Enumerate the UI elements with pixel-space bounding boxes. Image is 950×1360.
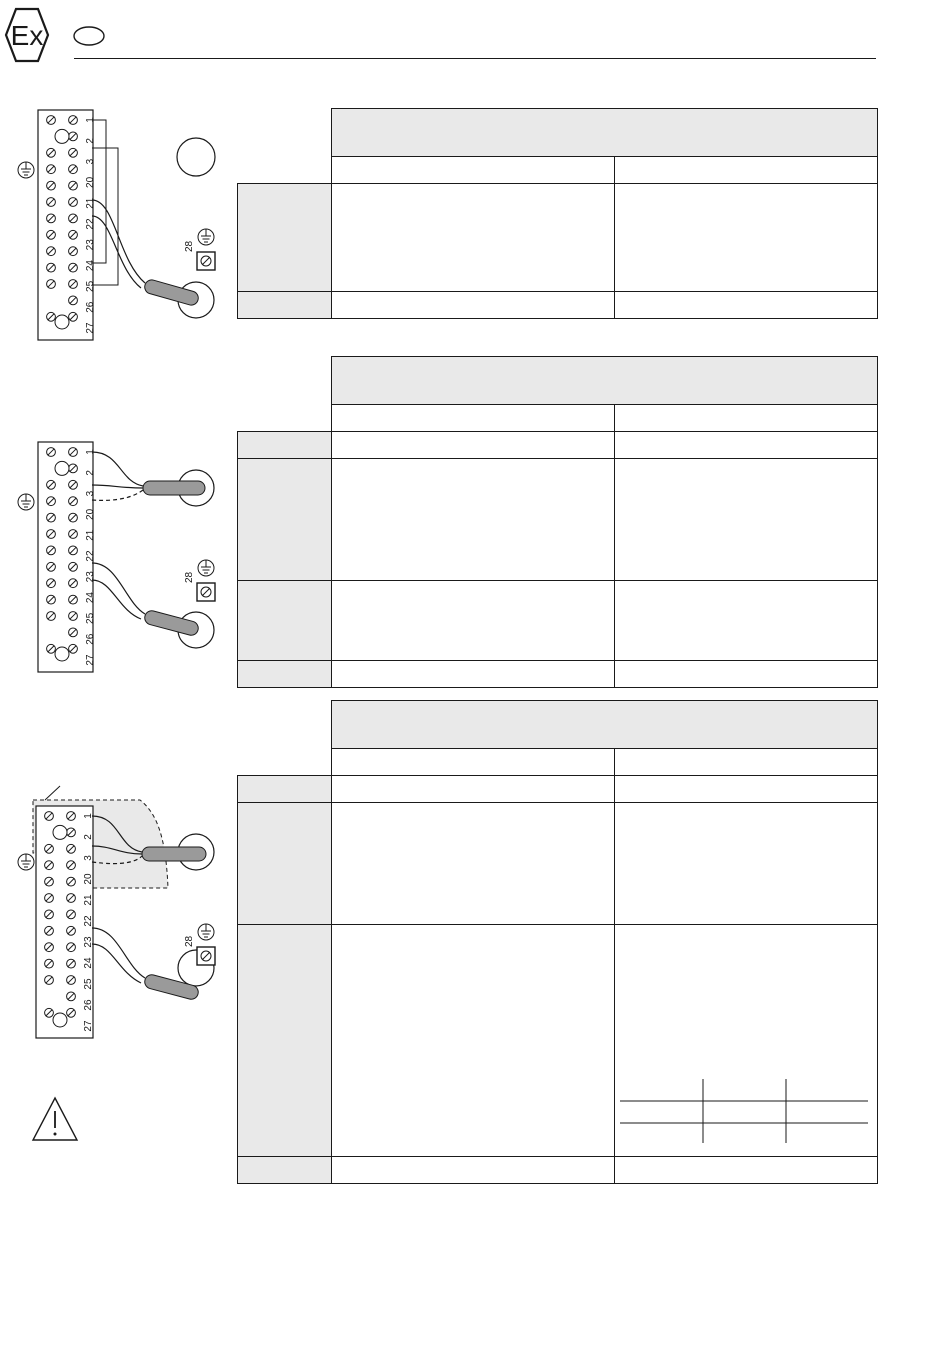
- wiring-diagram-2: [0, 430, 236, 690]
- terminal-number: 25: [85, 280, 96, 292]
- table-cell: [332, 432, 615, 459]
- ground-symbol-icon: [18, 162, 34, 178]
- table-cell: [332, 581, 615, 661]
- screw-icon: [67, 812, 76, 821]
- blank-circle: [177, 138, 215, 176]
- column-header-cell: [332, 157, 615, 184]
- terminal-number: 2: [85, 470, 96, 476]
- screw-icon: [69, 480, 78, 489]
- table-cell: [332, 184, 615, 292]
- table-header: [332, 701, 878, 749]
- terminal-number: 20: [85, 176, 96, 188]
- row-label-cell: [238, 776, 332, 803]
- row-label-cell: [238, 432, 332, 459]
- spec-table-1: [237, 108, 878, 319]
- wires: [92, 120, 145, 288]
- screw-icon: [67, 992, 76, 1001]
- terminal-strip: [38, 442, 96, 672]
- screw-icon: [67, 959, 76, 968]
- table-cell: [615, 581, 878, 661]
- screw-icon: [47, 579, 56, 588]
- screw-icon: [67, 926, 76, 935]
- terminal-number: 21: [83, 894, 94, 906]
- header-graphics: [0, 0, 120, 64]
- terminal-number: 2: [83, 834, 94, 840]
- screw-icon: [47, 530, 56, 539]
- terminal-number: 3: [85, 158, 96, 165]
- terminal-strip: [38, 110, 96, 340]
- column-header-cell: [332, 749, 615, 776]
- terminal-number: 26: [85, 633, 96, 645]
- screw-icon: [69, 546, 78, 555]
- column-header-cell: [332, 405, 615, 432]
- table-cell: [615, 292, 878, 319]
- screw-icon: [69, 644, 78, 653]
- screw-icon: [67, 877, 76, 886]
- screw-icon: [69, 595, 78, 604]
- terminal-number: 22: [83, 915, 94, 927]
- terminal-number: 22: [85, 218, 96, 230]
- screw-icon: [69, 148, 78, 157]
- screw-icon: [67, 844, 76, 853]
- terminal-number: 22: [85, 550, 96, 562]
- screw-icon: [69, 579, 78, 588]
- screw-icon: [45, 943, 54, 952]
- screw-icon: [67, 828, 76, 837]
- table-cell: [615, 925, 878, 1157]
- screw-icon: [47, 263, 56, 272]
- screw-icon: [47, 312, 56, 321]
- ground-terminal-number: 28: [184, 571, 195, 583]
- terminal-number: 1: [85, 449, 96, 455]
- screw-icon: [47, 280, 56, 289]
- mini-grid: [615, 925, 878, 1157]
- screw-icon: [47, 247, 56, 256]
- screw-icon: [45, 877, 54, 886]
- terminal-number: 27: [83, 1020, 94, 1032]
- probe-icon: [143, 278, 214, 318]
- terminal-number: 26: [83, 999, 94, 1011]
- terminal-number: 24: [85, 260, 96, 272]
- spec-table-3: [237, 700, 878, 1184]
- screw-icon: [69, 181, 78, 190]
- table-cell: [332, 776, 615, 803]
- screw-icon: [45, 976, 54, 985]
- row-label-cell: [238, 459, 332, 581]
- table-cell: [615, 661, 878, 688]
- terminal-number: 27: [85, 654, 96, 666]
- terminal-number: 26: [85, 301, 96, 313]
- screw-icon: [69, 448, 78, 457]
- table-cell: [615, 1157, 878, 1184]
- screw-icon: [69, 497, 78, 506]
- screw-icon: [47, 148, 56, 157]
- header-rule: [74, 58, 876, 59]
- terminal-number: 20: [85, 508, 96, 520]
- table-cell: [332, 1157, 615, 1184]
- screw-icon: [69, 296, 78, 305]
- column-header-cell: [615, 749, 878, 776]
- screw-icon: [69, 116, 78, 125]
- screw-icon: [47, 497, 56, 506]
- terminal-number: 1: [85, 117, 96, 123]
- terminal-number: 3: [85, 490, 96, 497]
- screw-icon: [45, 959, 54, 968]
- screw-icon: [67, 943, 76, 952]
- probe-icon: [143, 470, 214, 648]
- screw-icon: [69, 464, 78, 473]
- screw-icon: [47, 116, 56, 125]
- screw-icon: [69, 132, 78, 141]
- table-header: [332, 357, 878, 405]
- screw-icon: [45, 894, 54, 903]
- terminal-number: 3: [83, 855, 94, 861]
- wires: [92, 452, 145, 619]
- terminal-number: 27: [85, 322, 96, 334]
- terminal-number: 21: [85, 197, 96, 209]
- row-label-cell: [238, 803, 332, 925]
- table-cell: [332, 459, 615, 581]
- screw-icon: [69, 230, 78, 239]
- terminal-number: 1: [83, 813, 94, 819]
- screw-icon: [47, 562, 56, 571]
- screw-icon: [47, 513, 56, 522]
- screw-icon: [69, 312, 78, 321]
- screw-icon: [45, 1008, 54, 1017]
- spec-table-2: [237, 356, 878, 688]
- column-header-cell: [615, 157, 878, 184]
- terminal-number: 23: [83, 936, 94, 948]
- row-label-cell: [238, 925, 332, 1157]
- ground-screw-icon: [184, 560, 215, 601]
- row-label-cell: [238, 184, 332, 292]
- warning-triangle-icon: [30, 1095, 80, 1143]
- terminal-number: 24: [83, 957, 94, 969]
- screw-icon: [47, 546, 56, 555]
- row-label-cell: [238, 581, 332, 661]
- zone-leader-line: [45, 786, 60, 800]
- row-label-cell: [238, 292, 332, 319]
- ground-symbol-icon: [18, 494, 34, 510]
- screw-icon: [69, 628, 78, 637]
- screw-icon: [47, 612, 56, 621]
- screw-icon: [69, 214, 78, 223]
- screw-icon: [45, 812, 54, 821]
- ground-symbol-icon: [18, 854, 34, 870]
- screw-icon: [67, 976, 76, 985]
- screw-icon: [47, 214, 56, 223]
- terminal-number: 25: [83, 978, 94, 990]
- screw-icon: [45, 844, 54, 853]
- screw-icon: [201, 587, 211, 597]
- screw-icon: [47, 595, 56, 604]
- screw-icon: [67, 910, 76, 919]
- probe-icon: [142, 834, 214, 1001]
- screw-icon: [47, 480, 56, 489]
- screw-icon: [69, 562, 78, 571]
- screw-icon: [67, 861, 76, 870]
- screw-icon: [47, 448, 56, 457]
- wiring-diagram-1: [0, 100, 236, 350]
- country-badge: [74, 27, 104, 45]
- ground-screw-icon: [184, 229, 215, 270]
- screw-icon: [45, 926, 54, 935]
- table-cell: [332, 803, 615, 925]
- screw-icon: [69, 280, 78, 289]
- row-label-cell: [238, 1157, 332, 1184]
- screw-icon: [69, 247, 78, 256]
- table-cell: [615, 776, 878, 803]
- screw-icon: [67, 894, 76, 903]
- terminal-number: 23: [85, 239, 96, 251]
- terminal-number: 25: [85, 612, 96, 624]
- terminal-number: 2: [85, 138, 96, 144]
- screw-icon: [69, 612, 78, 621]
- table-cell: [332, 292, 615, 319]
- screw-icon: [67, 1008, 76, 1017]
- table-cell: [615, 184, 878, 292]
- screw-icon: [69, 263, 78, 272]
- column-header-cell: [615, 405, 878, 432]
- ground-terminal-number: 28: [184, 935, 195, 947]
- terminal-number: 23: [85, 571, 96, 583]
- screw-icon: [47, 165, 56, 174]
- screw-icon: [47, 230, 56, 239]
- row-label-cell: [238, 661, 332, 688]
- terminal-number: 20: [83, 873, 94, 885]
- screw-icon: [47, 644, 56, 653]
- table-cell: [615, 459, 878, 581]
- table-cell: [332, 925, 615, 1157]
- ex-hexagon-icon: [6, 9, 48, 61]
- screw-icon: [69, 530, 78, 539]
- terminal-number: 21: [85, 529, 96, 541]
- screw-icon: [69, 198, 78, 207]
- ground-terminal-number: 28: [184, 240, 195, 252]
- screw-icon: [201, 256, 211, 266]
- screw-icon: [69, 165, 78, 174]
- terminal-number: 24: [85, 592, 96, 604]
- terminal-strip: [36, 806, 94, 1038]
- table-cell: [615, 803, 878, 925]
- ex-mark: Ex: [10, 20, 44, 51]
- screw-icon: [45, 910, 54, 919]
- wiring-diagram-3: [0, 780, 236, 1050]
- screw-icon: [201, 951, 211, 961]
- screw-icon: [45, 861, 54, 870]
- table-cell: [615, 432, 878, 459]
- table-header: [332, 109, 878, 157]
- screw-icon: [69, 513, 78, 522]
- screw-icon: [47, 198, 56, 207]
- screw-icon: [47, 181, 56, 190]
- table-cell: [332, 661, 615, 688]
